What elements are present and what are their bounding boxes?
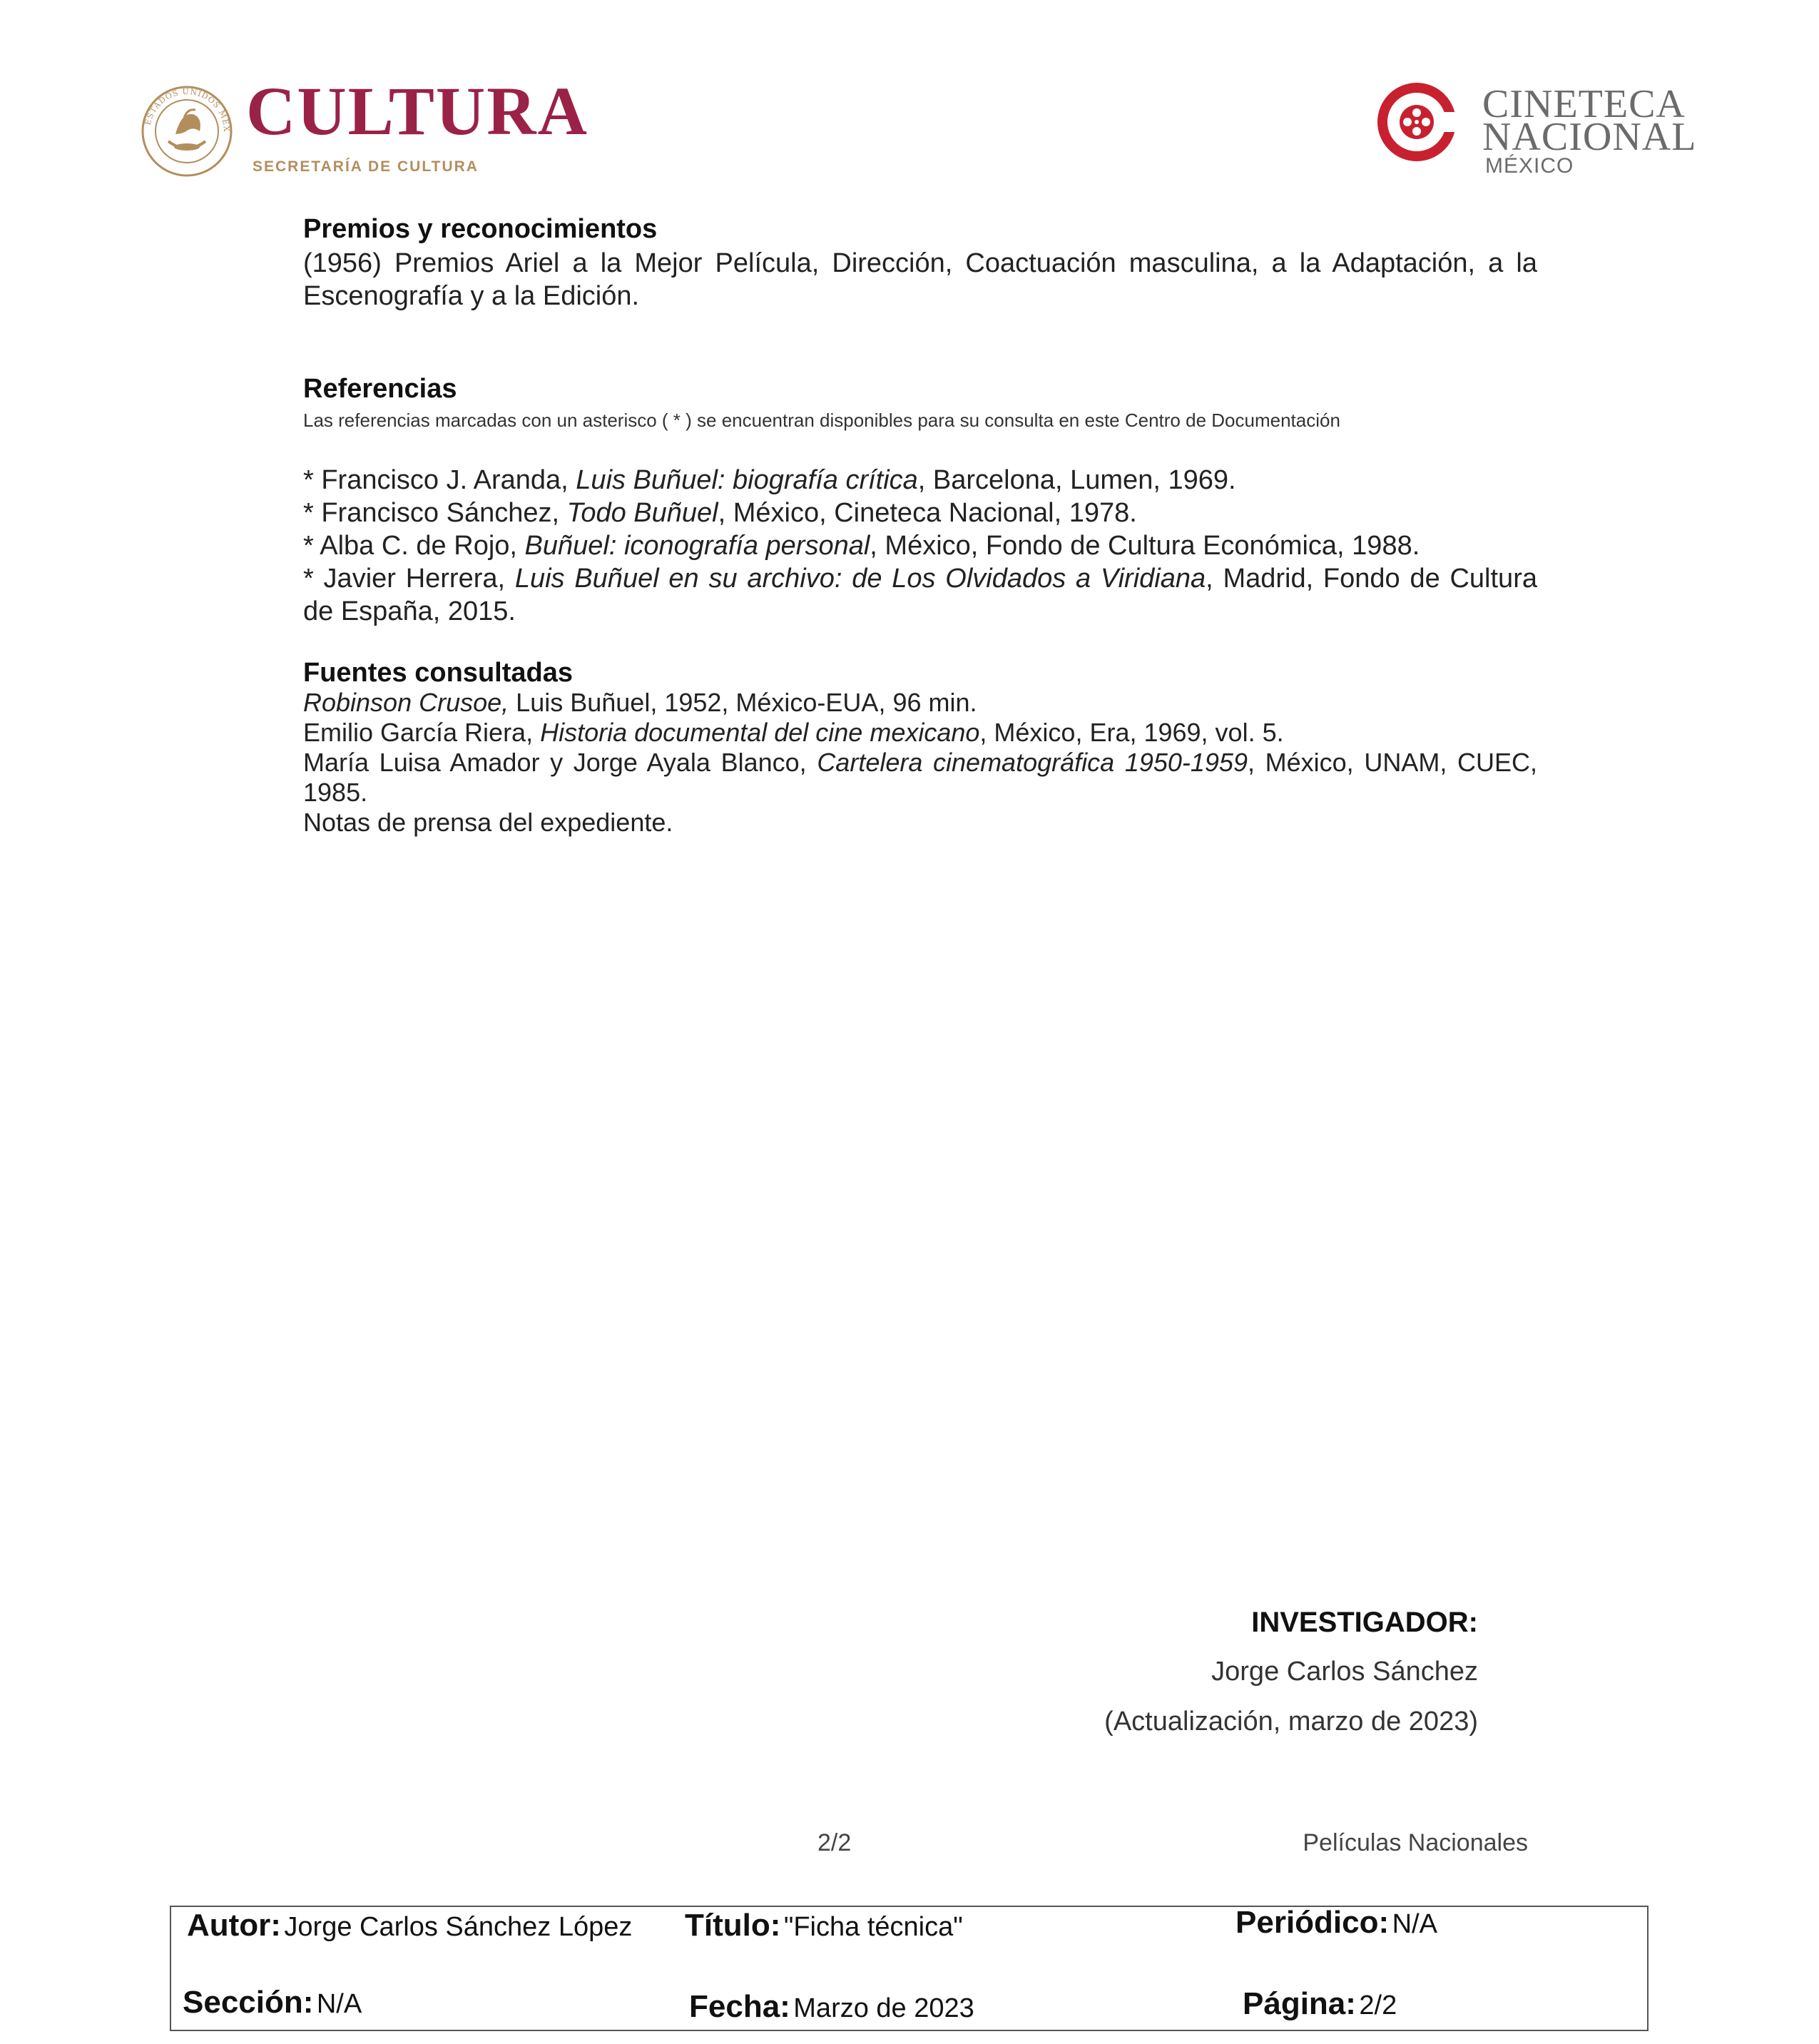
premios-heading: Premios y reconocimientos <box>303 214 658 244</box>
mexican-coat-of-arms-seal-icon <box>140 84 234 178</box>
pagina-value: 2/2 <box>1359 1990 1397 2020</box>
svg-text:ESTADOS UNIDOS MEXICANOS: ESTADOS UNIDOS MEX <box>143 86 232 133</box>
seccion-label: Sección: <box>183 1985 314 2020</box>
cultura-logo-title: CULTURA <box>246 73 588 149</box>
autor-field <box>187 1908 632 1943</box>
fecha-field <box>689 1989 974 2025</box>
list-item: * Francisco J. Aranda, Luis Buñuel: biografía crítica, Barcelona, Lumen, 1969. <box>303 465 1236 495</box>
cultura-logo-subtitle: SECRETARÍA DE CULTURA <box>253 158 479 175</box>
pagina-field <box>1243 1986 1397 2022</box>
list-item: * Alba C. de Rojo, Buñuel: iconografía personal, México, Fondo de Cultura Económica, 1988. <box>303 531 1420 561</box>
fuentes-heading: Fuentes consultadas <box>303 658 573 688</box>
list-item: Notas de prensa del expediente. <box>303 808 673 837</box>
list-item: Emilio García Riera, Historia documental del cine mexicano, México, Era, 1969, vol. 5. <box>303 718 1284 747</box>
titulo-label: Título: <box>685 1908 781 1943</box>
seccion-field <box>183 1985 362 2020</box>
pagina-label: Página: <box>1243 1986 1356 2021</box>
periodico-label: Periódico: <box>1235 1905 1390 1940</box>
cineteca-logo-line2: NACIONAL <box>1482 115 1697 159</box>
cineteca-logo-line3: MÉXICO <box>1485 154 1574 178</box>
cineteca-logo-line1: CINETECA <box>1482 82 1686 126</box>
film-reel-icon <box>1377 82 1457 162</box>
premios-text: (1956) Premios Ariel a la Mejor Película, Dirección, Coactuación masculina, a la Adaptación, a la Escenografía y a la Edición. <box>303 248 1537 311</box>
section-label: Películas Nacionales <box>1303 1829 1528 1856</box>
investigador-label: INVESTIGADOR: <box>1251 1607 1478 1638</box>
autor-value: Jorge Carlos Sánchez López <box>284 1912 633 1942</box>
titulo-value: "Ficha técnica" <box>783 1912 963 1942</box>
autor-label: Autor: <box>187 1908 281 1943</box>
fuentes-list <box>303 688 1537 838</box>
investigador-update: (Actualización, marzo de 2023) <box>1104 1707 1478 1737</box>
referencias-note: Las referencias marcadas con un asterisco ( * ) se encuentran disponibles para su consulta en este Centro de Documentación <box>303 410 1340 431</box>
page-number: 2/2 <box>817 1829 852 1856</box>
referencias-list <box>303 464 1537 628</box>
list-item: * Francisco Sánchez, Todo Buñuel, México, Cineteca Nacional, 1978. <box>303 498 1137 528</box>
fecha-value: Marzo de 2023 <box>793 1993 974 2023</box>
investigador-name: Jorge Carlos Sánchez <box>1211 1657 1478 1687</box>
seccion-value: N/A <box>316 1989 362 2019</box>
list-item: Robinson Crusoe, Luis Buñuel, 1952, México-EUA, 96 min. <box>303 688 977 717</box>
titulo-field <box>685 1908 963 1943</box>
fecha-label: Fecha: <box>689 1989 790 2024</box>
periodico-field <box>1235 1905 1437 1941</box>
referencias-heading: Referencias <box>303 374 457 404</box>
periodico-value: N/A <box>1392 1909 1437 1939</box>
list-item: María Luisa Amador y Jorge Ayala Blanco, Cartelera cinematográfica 1950-1959, México, UNAM, CUEC, 1985. <box>303 748 1537 807</box>
list-item: * Javier Herrera, Luis Buñuel en su archivo: de Los Olvidados a Viridiana, Madrid, Fondo de Cultura de España, 2015. <box>303 564 1537 626</box>
